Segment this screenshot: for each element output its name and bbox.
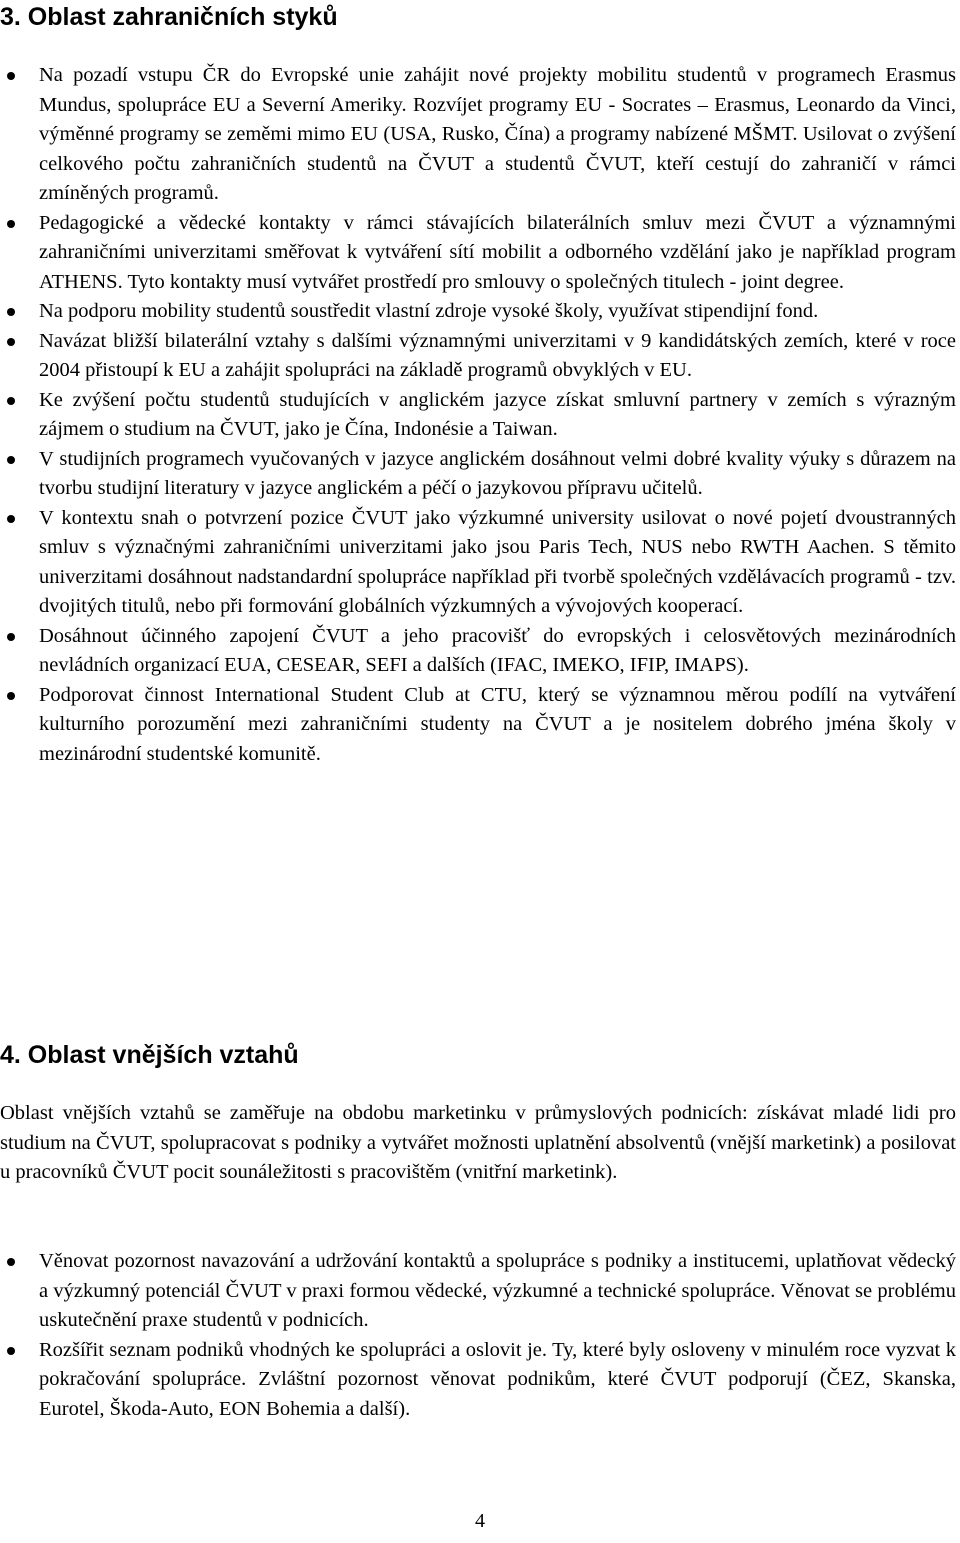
bullet-item: [39, 504, 956, 622]
bullet-dot: [7, 515, 15, 523]
bullet-item: [39, 61, 956, 209]
bullet-dot: [7, 692, 15, 700]
bullet-text: V studijních programech vyučovaných v jazyce anglickém dosáhnout velmi dobré kvality výuky s důrazem na tvorbu studijní literatury v jazyce anglickém a péčí o jazykovou přípravu učitelů.: [39, 447, 956, 499]
bullet-text: Navázat bližší bilaterální vztahy s dalšími významnými univerzitami v 9 kandidátských zemích, které v roce 2004 přistoupí k EU a zahájit spolupráci na základě programů obvyklých v EU.: [39, 329, 956, 381]
bullet-dot: [7, 338, 15, 346]
bullet-dot: [7, 308, 15, 316]
bullet-item: [39, 445, 956, 504]
page-number: 4: [475, 1510, 485, 1532]
bullet-text: Rozšířit seznam podniků vhodných ke spolupráci a oslovit je. Ty, které byly osloveny v minulém roce vyzvat k pokračování spolupráce. Zvláštní pozornost věnovat podnikům, které ČVUT podporují (ČEZ, Skanska, Eurotel, Škoda-Auto, EON Bohemia a další).: [39, 1338, 956, 1420]
bullet-item: [39, 1336, 956, 1425]
section-4-intro-paragraph: Oblast vnějších vztahů se zaměřuje na obdobu marketinku v průmyslových podnicích: získávat mladé lidi pro studium na ČVUT, spolupracovat s podniky a vytvářet možnosti uplatnění absolventů (vnější marketink) a posilovat u pracovníků ČVUT pocit sounáležitosti s pracovištěm (vnitřní marketink).: [0, 1102, 956, 1183]
bullet-text: Podporovat činnost International Student Club at CTU, který se významnou měrou podílí na vytváření kulturního porozumění mezi zahraničními studenty na ČVUT a je nositelem dobrého jména školy v mezinárodní studentské komunitě.: [39, 683, 956, 765]
bullet-dot: [7, 456, 15, 464]
bullet-text: V kontextu snah o potvrzení pozice ČVUT jako výzkumné university usilovat o nové pojetí dvoustranných smluv s význačnými zahraničními univerzitami jako jsou Paris Tech, NUS nebo RWTH Aachen. S těmito univerzitami dosáhnout nadstandardní spolupráce například při tvorbě společných vzdělávacích programů - tzv. dvojitých titulů, nebo při formování globálních výzkumných a vývojových kooperací.: [39, 506, 956, 617]
bullet-dot: [7, 633, 15, 641]
bullet-text: Pedagogické a vědecké kontakty v rámci stávajících bilaterálních smluv mezi ČVUT a významnými zahraničními univerzitami směřovat k vytváření sítí mobilit a odborného vzdělání jako je například program ATHENS. Tyto kontakty musí vytvářet prostředí pro smlouvy o společných titulech - joint degree.: [39, 211, 956, 293]
section-4-bullet-list: [39, 1247, 956, 1424]
bullet-item: [39, 622, 956, 681]
bullet-dot: [7, 1258, 15, 1266]
bullet-dot: [7, 1347, 15, 1355]
bullet-item: [39, 327, 956, 386]
bullet-item: [39, 209, 956, 298]
bullet-text: Na podporu mobility studentů soustředit vlastní zdroje vysoké školy, využívat stipendijní fond.: [39, 300, 819, 322]
section-3-heading: 3. Oblast zahraničních styků: [0, 3, 338, 31]
bullet-text: Na pozadí vstupu ČR do Evropské unie zahájit nové projekty mobilitu studentů v programech Erasmus Mundus, spolupráce EU a Severní Ameriky. Rozvíjet programy EU - Socrates – Erasmus, Leonardo da Vinci, výměnné programy se zeměmi mimo EU (USA, Rusko, Čína) a programy nabízené MŠMT. Usilovat o zvýšení celkového počtu zahraničních studentů na ČVUT a studentů ČVUT, kteří cestují do zahraničí v rámci zmíněných programů.: [39, 64, 956, 204]
section-3-bullet-list: [39, 61, 956, 769]
section-4-heading: 4. Oblast vnějších vztahů: [0, 1041, 299, 1069]
bullet-item: [39, 297, 956, 327]
bullet-dot: [7, 220, 15, 228]
bullet-text: Věnovat pozornost navazování a udržování kontaktů a spolupráce s podniky a institucemi, uplatňovat vědecký a výzkumný potenciál ČVUT v praxi formou vědecké, výzkumné a technické spolupráce. Věnovat se problému uskutečnění praxe studentů v podnicích.: [39, 1250, 956, 1331]
bullet-dot: [7, 72, 15, 80]
bullet-item: [39, 681, 956, 770]
bullet-text: Dosáhnout účinného zapojení ČVUT a jeho pracovišť do evropských i celosvětových mezinárodních nevládních organizací EUA, CESEAR, SEFI a dalších (IFAC, IMEKO, IFIP, IMAPS).: [39, 624, 956, 676]
bullet-item: [39, 386, 956, 445]
bullet-text: Ke zvýšení počtu studentů studujících v anglickém jazyce získat smluvní partnery v zemích s výrazným zájmem o studium na ČVUT, jako je Čína, Indonésie a Taiwan.: [39, 388, 956, 440]
bullet-dot: [7, 397, 15, 405]
bullet-item: [39, 1247, 956, 1336]
